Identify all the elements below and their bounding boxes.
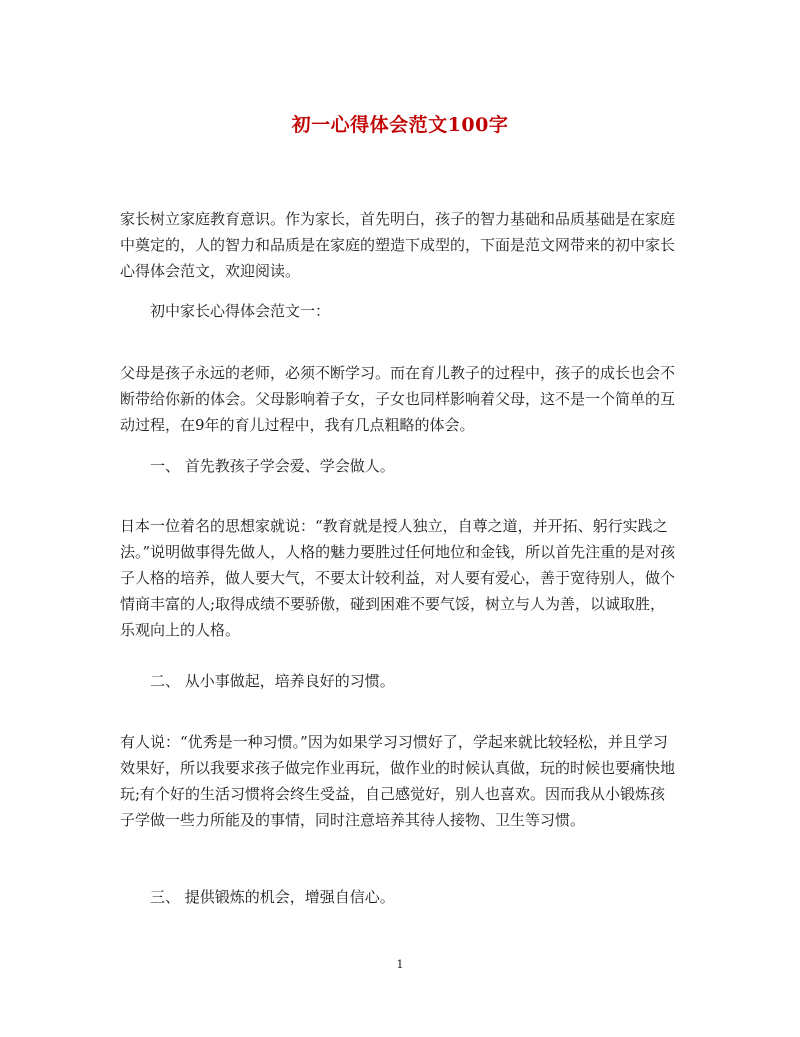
heading-3: 三、 提供锻炼的机会，增强自信心。 — [150, 888, 395, 906]
heading-1: 一、 首先教孩子学会爱、学会做人。 — [150, 457, 395, 475]
section-title: 初中家长心得体会范文一： — [150, 302, 331, 320]
document-title: 初一心得体会范文100字 — [291, 114, 509, 136]
paragraph-3: 有人说：“优秀是一种习惯。”因为如果学习习惯好了，学起来就比较轻松，并且学习效果好，所以我要求孩子做完作业再玩，做作业的时候认真做，玩的时候也要痛快地玩;有个好的生活习惯将会终生受益，自己感觉好，别人也喜欢。因而我从小锻炼孩子学做一些力所能及的事情，同时注意培养其待人接物、卫生等习惯。 — [120, 733, 676, 829]
intro-paragraph: 家长树立家庭教育意识。作为家长，首先明白，孩子的智力基础和品质基础是在家庭中奠定的，人的智力和品质是在家庭的塑造下成型的，下面是范文网带来的初中家长心得体会范文，欢迎阅读。 — [120, 210, 676, 280]
paragraph-1: 父母是孩子永远的老师，必须不断学习。而在育儿教子的过程中，孩子的成长也会不断带给你新的体会。父母影响着子女，子女也同样影响着父母，这不是一个简单的互动过程，在9年的育儿过程中，我有几点粗略的体会。 — [120, 364, 676, 434]
page-number: 1 — [396, 958, 404, 971]
paragraph-2: 日本一位着名的思想家就说：“教育就是授人独立，自尊之道，并开拓、躬行实践之法。”说明做事得先做人，人格的魅力要胜过任何地位和金钱，所以首先注重的是对孩子人格的培养，做人要大气，不要太计较利益，对人要有爱心，善于宽待别人，做个情商丰富的人;取得成绩不要骄傲，碰到困难不要气馁，树立与人为善，以诚取胜，乐观向上的人格。 — [120, 517, 676, 639]
heading-2: 二、 从小事做起，培养良好的习惯。 — [150, 672, 395, 690]
